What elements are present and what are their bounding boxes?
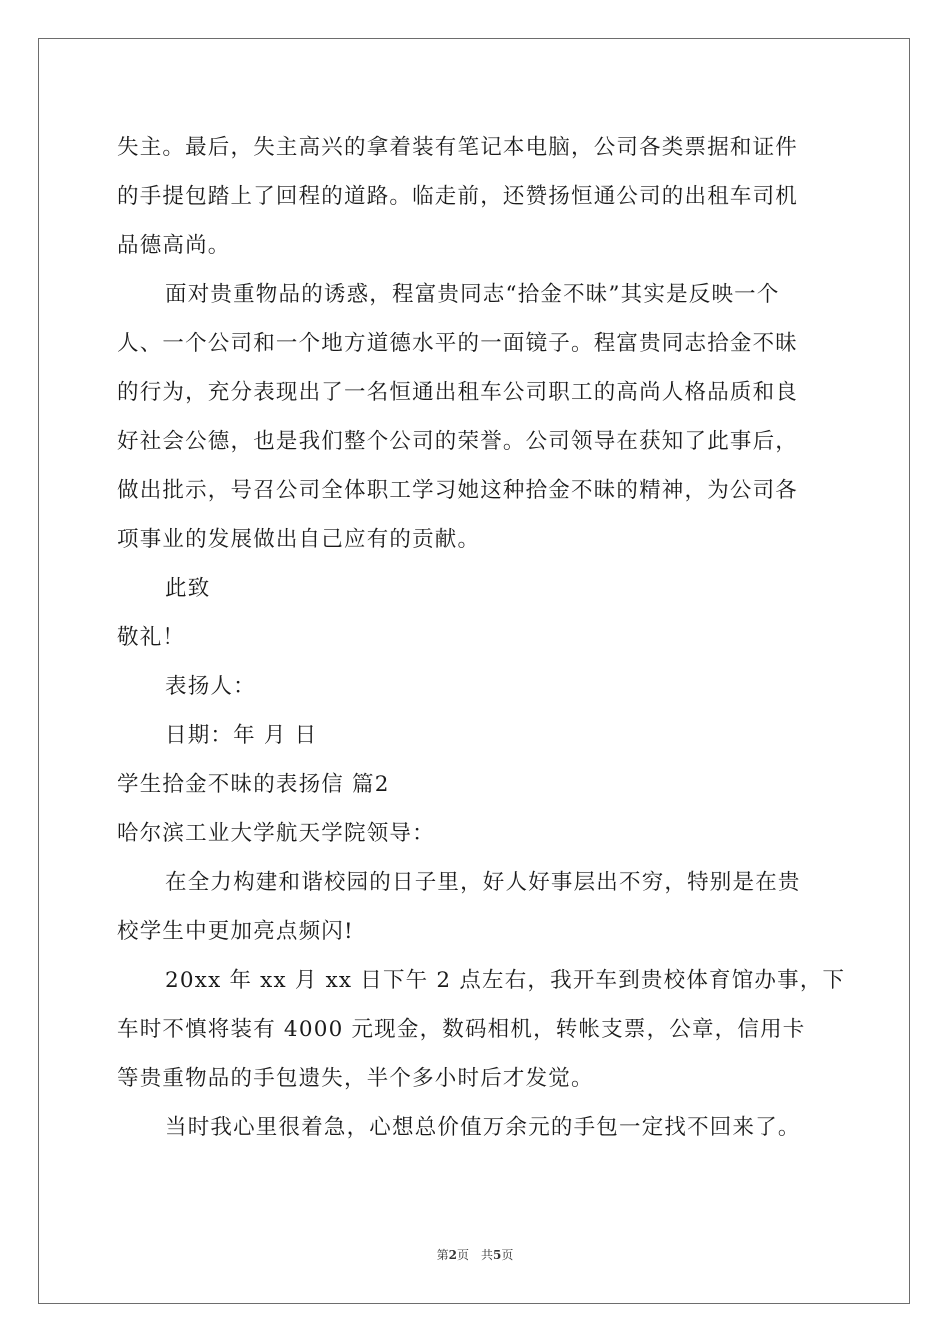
text-line: 当时我心里很着急，心想总价值万余元的手包一定找不回来了。 bbox=[165, 1115, 801, 1140]
text-line: 校学生中更加亮点频闪! bbox=[117, 919, 354, 944]
footer-total-suffix: 页 bbox=[501, 1248, 514, 1262]
text-line: 20xx 年 xx 月 xx 日下午 2 点左右，我开车到贵校体育馆办事，下 bbox=[165, 968, 846, 993]
section-title: 学生拾金不昧的表扬信 篇2 bbox=[117, 772, 390, 797]
text-line: 人、一个公司和一个地方道德水平的一面镜子。程富贵同志拾金不昧 bbox=[117, 331, 799, 356]
text-line: 做出批示，号召公司全体职工学习她这种拾金不昧的精神，为公司各 bbox=[117, 478, 799, 503]
total-pages-number: 5 bbox=[493, 1248, 502, 1262]
text-line: 的手提包踏上了回程的道路。临走前，还赞扬恒通公司的出租车司机 bbox=[117, 184, 799, 209]
salutation-closing: 此致 bbox=[165, 576, 211, 601]
footer-prefix: 第 bbox=[436, 1248, 449, 1262]
date-line: 日期：年 月 日 bbox=[165, 723, 318, 748]
text-line: 项事业的发展做出自己应有的贡献。 bbox=[117, 527, 481, 552]
page-footer bbox=[0, 1246, 950, 1263]
letter-recipient: 哈尔滨工业大学航天学院领导： bbox=[117, 821, 435, 846]
footer-page-suffix: 页 共 bbox=[456, 1248, 493, 1262]
text-line: 好社会公德，也是我们整个公司的荣誉。公司领导在获知了此事后， bbox=[117, 429, 799, 454]
document-body bbox=[117, 123, 846, 1152]
text-line: 品德高尚。 bbox=[117, 233, 231, 258]
text-line: 等贵重物品的手包遗失，半个多小时后才发觉。 bbox=[117, 1066, 594, 1091]
salutation-regards: 敬礼！ bbox=[117, 625, 186, 650]
text-line: 失主。最后，失主高兴的拿着装有笔记本电脑，公司各类票据和证件 bbox=[117, 135, 799, 160]
text-line: 面对贵重物品的诱惑，程富贵同志“拾金不昧”其实是反映一个 bbox=[165, 282, 780, 307]
text-line: 在全力构建和谐校园的日子里，好人好事层出不穷，特别是在贵 bbox=[165, 870, 801, 895]
signature-line: 表扬人： bbox=[165, 674, 256, 699]
current-page-number: 2 bbox=[448, 1248, 457, 1262]
text-line: 的行为，充分表现出了一名恒通出租车公司职工的高尚人格品质和良 bbox=[117, 380, 799, 405]
text-line: 车时不慎将装有 4000 元现金，数码相机，转帐支票，公章，信用卡 bbox=[117, 1017, 806, 1042]
